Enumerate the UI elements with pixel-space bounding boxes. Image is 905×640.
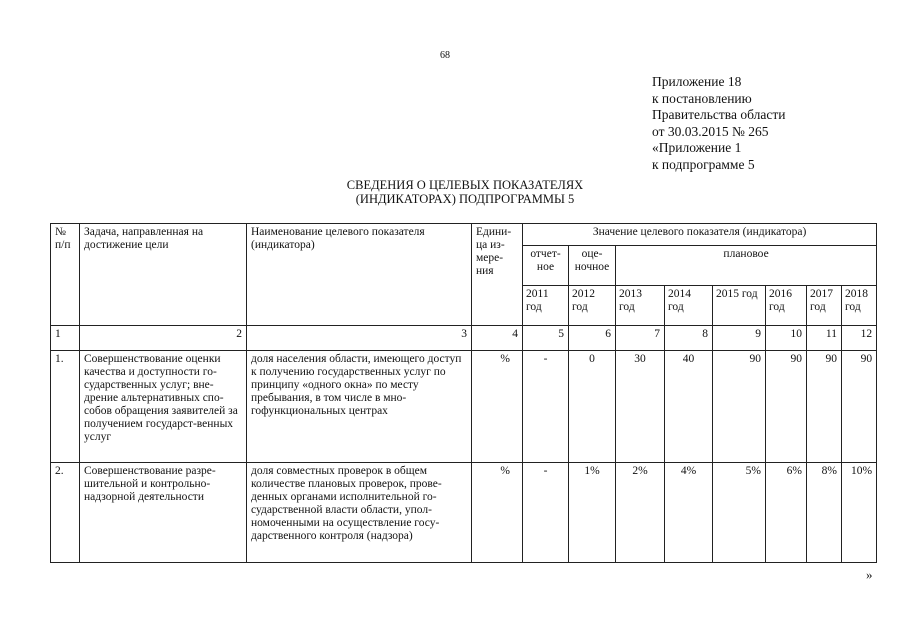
row-number: 2. [51,463,80,563]
row-value: 90 [713,351,766,463]
column-number: 10 [766,326,807,351]
row-value: 6% [766,463,807,563]
appendix-line: «Приложение 1 [652,140,742,155]
column-number: 2 [80,326,247,351]
header-year: 2011 год [523,286,569,326]
header-estimated: оце-ночное [569,246,616,286]
row-unit: % [472,351,523,463]
row-value: 1% [569,463,616,563]
column-number: 1 [51,326,80,351]
appendix-reference [652,74,785,173]
row-value: 2% [616,463,665,563]
header-year: 2016 год [766,286,807,326]
appendix-line: от 30.03.2015 № 265 [652,123,769,139]
column-number: 9 [713,326,766,351]
row-value: 8% [807,463,842,563]
header-year: 2017 год [807,286,842,326]
header-year: 2013 год [616,286,665,326]
header-value-group: Значение целевого показателя (индикатора) [523,224,877,246]
header-planned: плановое [616,246,877,286]
title-line: СВЕДЕНИЯ О ЦЕЛЕВЫХ ПОКАЗАТЕЛЯХ [346,178,584,192]
table-row [51,351,877,463]
header-indicator: Наименование целевого показателя (индикатора) [247,224,472,326]
header-year: 2018 год [842,286,877,326]
header-num: № п/п [51,224,80,326]
row-task: Совершенствование оценки качества и доступности го-сударственных услуг; вне-дрение альтернативных спо-собов обращения заявителей за получением государст-венных услуг [80,351,247,463]
page-number: 68 [440,50,450,61]
appendix-line: к постановлению [652,90,752,106]
column-number: 5 [523,326,569,351]
row-unit: % [472,463,523,563]
header-year: 2015 год [713,286,766,326]
document-title [300,178,630,206]
column-number: 11 [807,326,842,351]
row-value: - [523,351,569,463]
row-value: 90 [807,351,842,463]
column-number: 6 [569,326,616,351]
row-indicator: доля населения области, имеющего доступ к получению государственных услуг по принципу «одного окна» по месту пребывания, в том числе в мно-гофункциональных центрах [247,351,472,463]
row-value: - [523,463,569,563]
row-value: 40 [665,351,713,463]
row-value: 10% [842,463,877,563]
closing-quote-mark: » [866,567,873,582]
row-value: 0 [569,351,616,463]
row-value: 90 [766,351,807,463]
column-number: 7 [616,326,665,351]
appendix-line: Приложение 18 [652,74,742,89]
header-task: Задача, направленная на достижение цели [80,224,247,326]
column-number: 4 [472,326,523,351]
row-value: 5% [713,463,766,563]
indicators-table [50,223,877,563]
header-year: 2012 год [569,286,616,326]
row-value: 4% [665,463,713,563]
column-number-row [51,326,877,351]
table-row [51,463,877,563]
header-unit: Едини-ца из-мере-ния [472,224,523,326]
row-task: Совершенствование разре-шительной и контрольно-надзорной деятельности [80,463,247,563]
title-line: (ИНДИКАТОРАХ) ПОДПРОГРАММЫ 5 [355,192,575,206]
column-number: 3 [247,326,472,351]
row-indicator: доля совместных проверок в общем количестве плановых проверок, прове-денных органами исполнительной го-сударственной власти области, упол-номоченными на осуществление госу-дарственного контроля (надзора) [247,463,472,563]
column-number: 12 [842,326,877,351]
header-year: 2014 год [665,286,713,326]
row-number: 1. [51,351,80,463]
header-reported: отчет-ное [523,246,569,286]
row-value: 30 [616,351,665,463]
row-value: 90 [842,351,877,463]
appendix-line: Правительства области [652,107,786,122]
column-number: 8 [665,326,713,351]
appendix-line: к подпрограмме 5 [652,156,755,172]
